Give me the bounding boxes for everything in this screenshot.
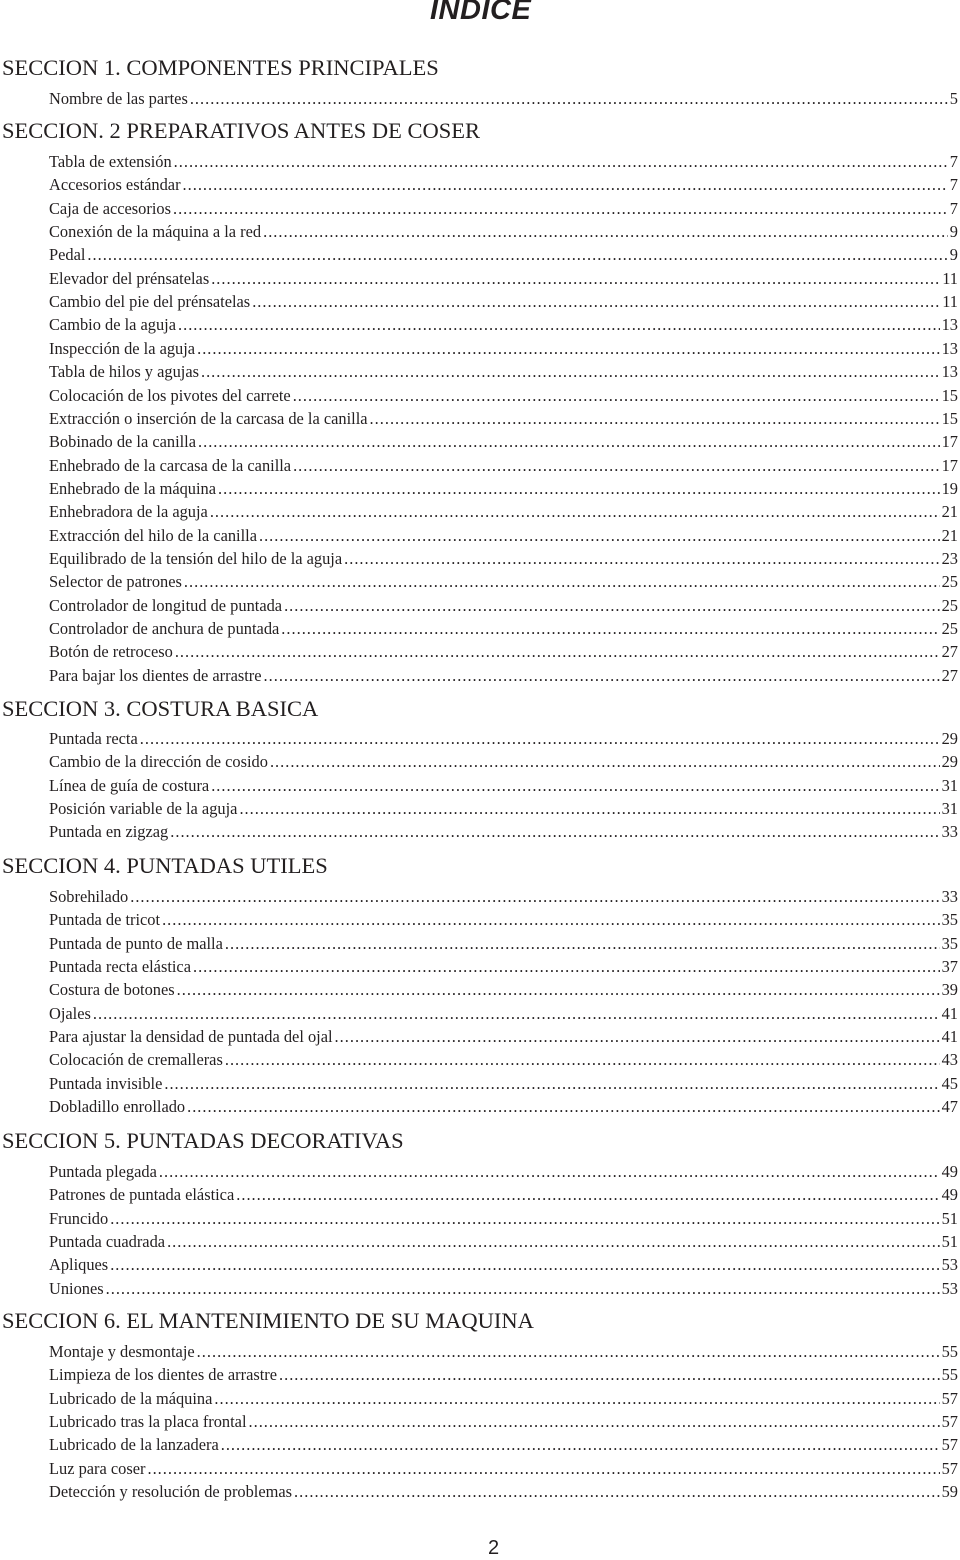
toc-entry xyxy=(49,1458,958,1480)
entry-page-number: 25 xyxy=(941,619,958,638)
dot-leader xyxy=(159,1161,940,1183)
dot-leader xyxy=(211,775,939,797)
entry-title: Puntada de tricot xyxy=(49,910,161,930)
entry-title: Detección y resolución de problemas xyxy=(49,1482,293,1502)
toc-entry xyxy=(49,571,958,593)
entry-page-number: 25 xyxy=(941,595,958,615)
entry-title: Selector de patrones xyxy=(49,572,182,592)
entry-page-number: 17 xyxy=(941,455,958,475)
entry-page-number: 45 xyxy=(941,1073,958,1093)
entry-title: Apliques xyxy=(49,1255,109,1275)
entry-page-number: 55 xyxy=(941,1365,958,1385)
entry-page-number: 13 xyxy=(941,362,958,382)
entry-title: Para ajustar la densidad de puntada del ojal xyxy=(49,1027,333,1047)
entry-page-number: 57 xyxy=(941,1412,958,1432)
entry-page-number: 55 xyxy=(941,1342,958,1361)
dot-leader xyxy=(259,525,940,547)
dot-leader xyxy=(236,1184,939,1206)
entry-title: Inspección de la aguja xyxy=(49,338,196,358)
toc-entry xyxy=(49,933,958,955)
toc-entry xyxy=(49,408,958,430)
entry-title: Extracción o inserción de la carcasa de la canilla xyxy=(49,408,368,428)
entry-title: Lubricado de la lanzadera xyxy=(49,1435,219,1455)
dot-leader xyxy=(174,151,948,173)
dot-leader xyxy=(214,1388,939,1410)
entry-page-number: 23 xyxy=(941,548,958,568)
dot-leader xyxy=(178,314,940,336)
toc-entry xyxy=(49,956,958,978)
dot-leader xyxy=(110,1208,939,1230)
toc-entry xyxy=(49,728,958,750)
toc-entry xyxy=(49,1096,958,1118)
toc-entry xyxy=(49,1231,958,1253)
toc-entry xyxy=(49,751,958,773)
section-heading: SECCION 6. EL MANTENIMIENTO DE SU MAQUINA xyxy=(2,1308,534,1333)
entry-page-number: 43 xyxy=(941,1050,958,1070)
dot-leader xyxy=(193,956,940,978)
dot-leader xyxy=(221,1434,940,1456)
dot-leader xyxy=(106,1278,940,1300)
entry-title: Puntada cuadrada xyxy=(49,1232,166,1252)
dot-leader xyxy=(201,361,940,383)
entry-page-number: 7 xyxy=(949,175,958,195)
toc-entry xyxy=(49,821,958,843)
dot-leader xyxy=(211,268,940,290)
toc-entry xyxy=(49,455,958,477)
entry-page-number: 35 xyxy=(941,933,958,953)
entry-page-number: 57 xyxy=(941,1435,958,1455)
toc-entry xyxy=(49,665,958,687)
page-title: INDICE xyxy=(430,0,532,26)
toc-entry xyxy=(49,385,958,407)
entry-title: Equilibrado de la tensión del hilo de la aguja xyxy=(49,548,343,568)
entry-page-number: 13 xyxy=(941,338,958,358)
entry-title: Extracción del hilo de la canilla xyxy=(49,525,257,545)
entry-title: Puntada de punto de malla xyxy=(49,933,223,953)
entry-page-number: 5 xyxy=(949,89,958,108)
toc-entry xyxy=(49,174,958,196)
toc-entry xyxy=(49,1073,958,1095)
toc-entry xyxy=(49,548,958,570)
entry-page-number: 11 xyxy=(942,268,958,288)
entry-title: Colocación de cremalleras xyxy=(49,1050,223,1070)
toc-entry xyxy=(49,1049,958,1071)
entry-page-number: 31 xyxy=(941,775,958,795)
entry-page-number: 7 xyxy=(949,152,958,171)
entry-page-number: 51 xyxy=(941,1232,958,1252)
section-heading: SECCION 5. PUNTADAS DECORATIVAS xyxy=(2,1128,404,1153)
dot-leader xyxy=(225,1049,940,1071)
toc-entry xyxy=(49,618,958,640)
toc-entry xyxy=(49,151,958,173)
dot-leader xyxy=(197,338,940,360)
toc-entry xyxy=(49,909,958,931)
entry-title: Cambio de la dirección de cosido xyxy=(49,752,268,772)
toc-entry xyxy=(49,595,958,617)
entry-title: Conexión de la máquina a la red xyxy=(49,222,262,242)
dot-leader xyxy=(293,455,940,477)
entry-title: Posición variable de la aguja xyxy=(49,799,238,819)
entry-title: Elevador del prénsatelas xyxy=(49,268,210,288)
dot-leader xyxy=(239,798,939,820)
entry-title: Accesorios estándar xyxy=(49,175,181,195)
dot-leader xyxy=(130,886,939,908)
dot-leader xyxy=(344,548,939,570)
entry-title: Dobladillo enrollado xyxy=(49,1097,186,1117)
toc-entry xyxy=(49,221,958,243)
section-heading: SECCION 3. COSTURA BASICA xyxy=(2,696,319,721)
entry-page-number: 21 xyxy=(941,525,958,545)
entry-title: Sobrehilado xyxy=(49,887,129,906)
toc-entry xyxy=(49,641,958,663)
entry-title: Controlador de anchura de puntada xyxy=(49,619,280,638)
entry-title: Enhebrado de la máquina xyxy=(49,478,217,498)
page-number: 2 xyxy=(488,1537,500,1559)
entry-title: Puntada plegada xyxy=(49,1162,157,1181)
section-heading: SECCION. 2 PREPARATIVOS ANTES DE COSER xyxy=(2,118,481,143)
entry-page-number: 27 xyxy=(941,665,958,685)
entry-page-number: 29 xyxy=(941,729,958,748)
entry-page-number: 21 xyxy=(941,502,958,522)
dot-leader xyxy=(264,665,940,687)
dot-leader xyxy=(87,244,947,266)
entry-title: Enhebrado de la carcasa de la canilla xyxy=(49,455,292,475)
entry-page-number: 9 xyxy=(949,245,958,265)
entry-page-number: 33 xyxy=(941,822,958,842)
toc-entry xyxy=(49,291,958,313)
entry-title: Puntada recta elástica xyxy=(49,957,191,977)
dot-leader xyxy=(167,1231,940,1253)
entry-title: Luz para coser xyxy=(49,1458,146,1478)
dot-leader xyxy=(252,291,940,313)
toc-entry xyxy=(49,1208,958,1230)
entry-title: Línea de guía de costura xyxy=(49,775,210,795)
entry-page-number: 41 xyxy=(941,1027,958,1047)
toc-entry xyxy=(49,338,958,360)
dot-leader xyxy=(187,1096,940,1118)
entry-title: Uniones xyxy=(49,1278,104,1298)
dot-leader xyxy=(225,933,940,955)
entry-title: Bobinado de la canilla xyxy=(49,432,197,452)
entry-title: Lubricado tras la placa frontal xyxy=(49,1412,247,1432)
dot-leader xyxy=(270,751,940,773)
entry-title: Puntada invisible xyxy=(49,1073,163,1093)
dot-leader xyxy=(93,1003,940,1025)
dot-leader xyxy=(173,198,948,220)
toc-entry xyxy=(49,88,958,110)
dot-leader xyxy=(210,501,940,523)
dot-leader xyxy=(140,728,940,750)
dot-leader xyxy=(147,1458,939,1480)
dot-leader xyxy=(184,571,940,593)
toc-entry xyxy=(49,1341,958,1363)
toc-entry xyxy=(49,1388,958,1410)
entry-page-number: 39 xyxy=(941,980,958,1000)
entry-title: Puntada recta xyxy=(49,729,138,748)
toc-entry xyxy=(49,1026,958,1048)
entry-title: Cambio del pie del prénsatelas xyxy=(49,292,251,312)
entry-title: Limpieza de los dientes de arrastre xyxy=(49,1365,278,1385)
entry-page-number: 37 xyxy=(941,957,958,977)
dot-leader xyxy=(370,408,940,430)
entry-page-number: 17 xyxy=(941,432,958,452)
entry-page-number: 27 xyxy=(941,642,958,662)
entry-page-number: 51 xyxy=(941,1208,958,1228)
entry-page-number: 19 xyxy=(941,478,958,498)
entry-title: Nombre de las partes xyxy=(49,89,188,108)
entry-page-number: 9 xyxy=(949,222,958,242)
entry-page-number: 15 xyxy=(941,385,958,405)
dot-leader xyxy=(284,595,940,617)
entry-page-number: 29 xyxy=(941,752,958,772)
dot-leader xyxy=(177,979,940,1001)
entry-title: Tabla de hilos y agujas xyxy=(49,362,199,382)
toc-entry xyxy=(49,1481,958,1503)
dot-leader xyxy=(335,1026,940,1048)
dot-leader xyxy=(263,221,948,243)
section-heading: SECCION 4. PUNTADAS UTILES xyxy=(2,853,328,878)
dot-leader xyxy=(170,821,939,843)
dot-leader xyxy=(279,1364,940,1386)
entry-page-number: 53 xyxy=(941,1255,958,1275)
dot-leader xyxy=(198,431,940,453)
toc-entry xyxy=(49,361,958,383)
entry-title: Enhebradora de la aguja xyxy=(49,502,208,522)
entry-page-number: 53 xyxy=(941,1278,958,1298)
entry-page-number: 57 xyxy=(941,1458,958,1478)
entry-page-number: 35 xyxy=(941,910,958,930)
toc-entry xyxy=(49,198,958,220)
dot-leader xyxy=(249,1411,940,1433)
dot-leader xyxy=(162,909,940,931)
entry-title: Colocación de los pivotes del carrete xyxy=(49,385,291,405)
entry-page-number: 15 xyxy=(941,408,958,428)
entry-title: Costura de botones xyxy=(49,980,175,1000)
entry-title: Caja de accesorios xyxy=(49,198,171,218)
entry-page-number: 7 xyxy=(949,198,958,218)
dot-leader xyxy=(218,478,940,500)
entry-title: Montaje y desmontaje xyxy=(49,1342,195,1361)
dot-leader xyxy=(164,1073,939,1095)
toc-entry xyxy=(49,1161,958,1183)
entry-title: Tabla de extensión xyxy=(49,152,172,171)
entry-page-number: 49 xyxy=(941,1185,958,1205)
dot-leader xyxy=(197,1341,940,1363)
entry-page-number: 31 xyxy=(941,799,958,819)
dot-leader xyxy=(281,618,939,640)
entry-title: Fruncido xyxy=(49,1208,109,1228)
entry-page-number: 47 xyxy=(941,1097,958,1117)
entry-title: Pedal xyxy=(49,245,86,265)
toc-entry xyxy=(49,1184,958,1206)
dot-leader xyxy=(110,1254,939,1276)
toc-entry xyxy=(49,886,958,908)
toc-entry xyxy=(49,1278,958,1300)
dot-leader xyxy=(294,1481,940,1503)
toc-entry xyxy=(49,1364,958,1386)
dot-leader xyxy=(183,174,948,196)
toc-entry xyxy=(49,244,958,266)
entry-page-number: 59 xyxy=(941,1482,958,1502)
toc-entry xyxy=(49,979,958,1001)
toc-entry xyxy=(49,1411,958,1433)
toc-entry xyxy=(49,1434,958,1456)
entry-title: Cambio de la aguja xyxy=(49,315,176,335)
entry-page-number: 33 xyxy=(941,887,958,906)
dot-leader xyxy=(293,385,940,407)
entry-page-number: 13 xyxy=(941,315,958,335)
entry-title: Botón de retroceso xyxy=(49,642,173,662)
toc-entry xyxy=(49,798,958,820)
dot-leader xyxy=(175,641,940,663)
entry-page-number: 57 xyxy=(941,1388,958,1408)
toc-entry xyxy=(49,1003,958,1025)
entry-title: Lubricado de la máquina xyxy=(49,1388,213,1408)
toc-entry xyxy=(49,431,958,453)
entry-page-number: 41 xyxy=(941,1003,958,1023)
entry-title: Para bajar los dientes de arrastre xyxy=(49,665,262,685)
toc-entry xyxy=(49,314,958,336)
dot-leader xyxy=(190,88,948,110)
section-heading: SECCION 1. COMPONENTES PRINCIPALES xyxy=(2,55,439,80)
entry-title: Controlador de longitud de puntada xyxy=(49,595,283,615)
entry-title: Patrones de puntada elástica xyxy=(49,1185,235,1205)
entry-title: Puntada en zigzag xyxy=(49,822,169,842)
toc-entry xyxy=(49,478,958,500)
entry-page-number: 49 xyxy=(941,1162,958,1181)
toc-entry xyxy=(49,501,958,523)
entry-page-number: 25 xyxy=(941,572,958,592)
entry-page-number: 11 xyxy=(942,292,958,312)
toc-entry xyxy=(49,525,958,547)
toc-entry xyxy=(49,775,958,797)
entry-title: Ojales xyxy=(49,1003,91,1023)
toc-entry xyxy=(49,268,958,290)
toc-entry xyxy=(49,1254,958,1276)
